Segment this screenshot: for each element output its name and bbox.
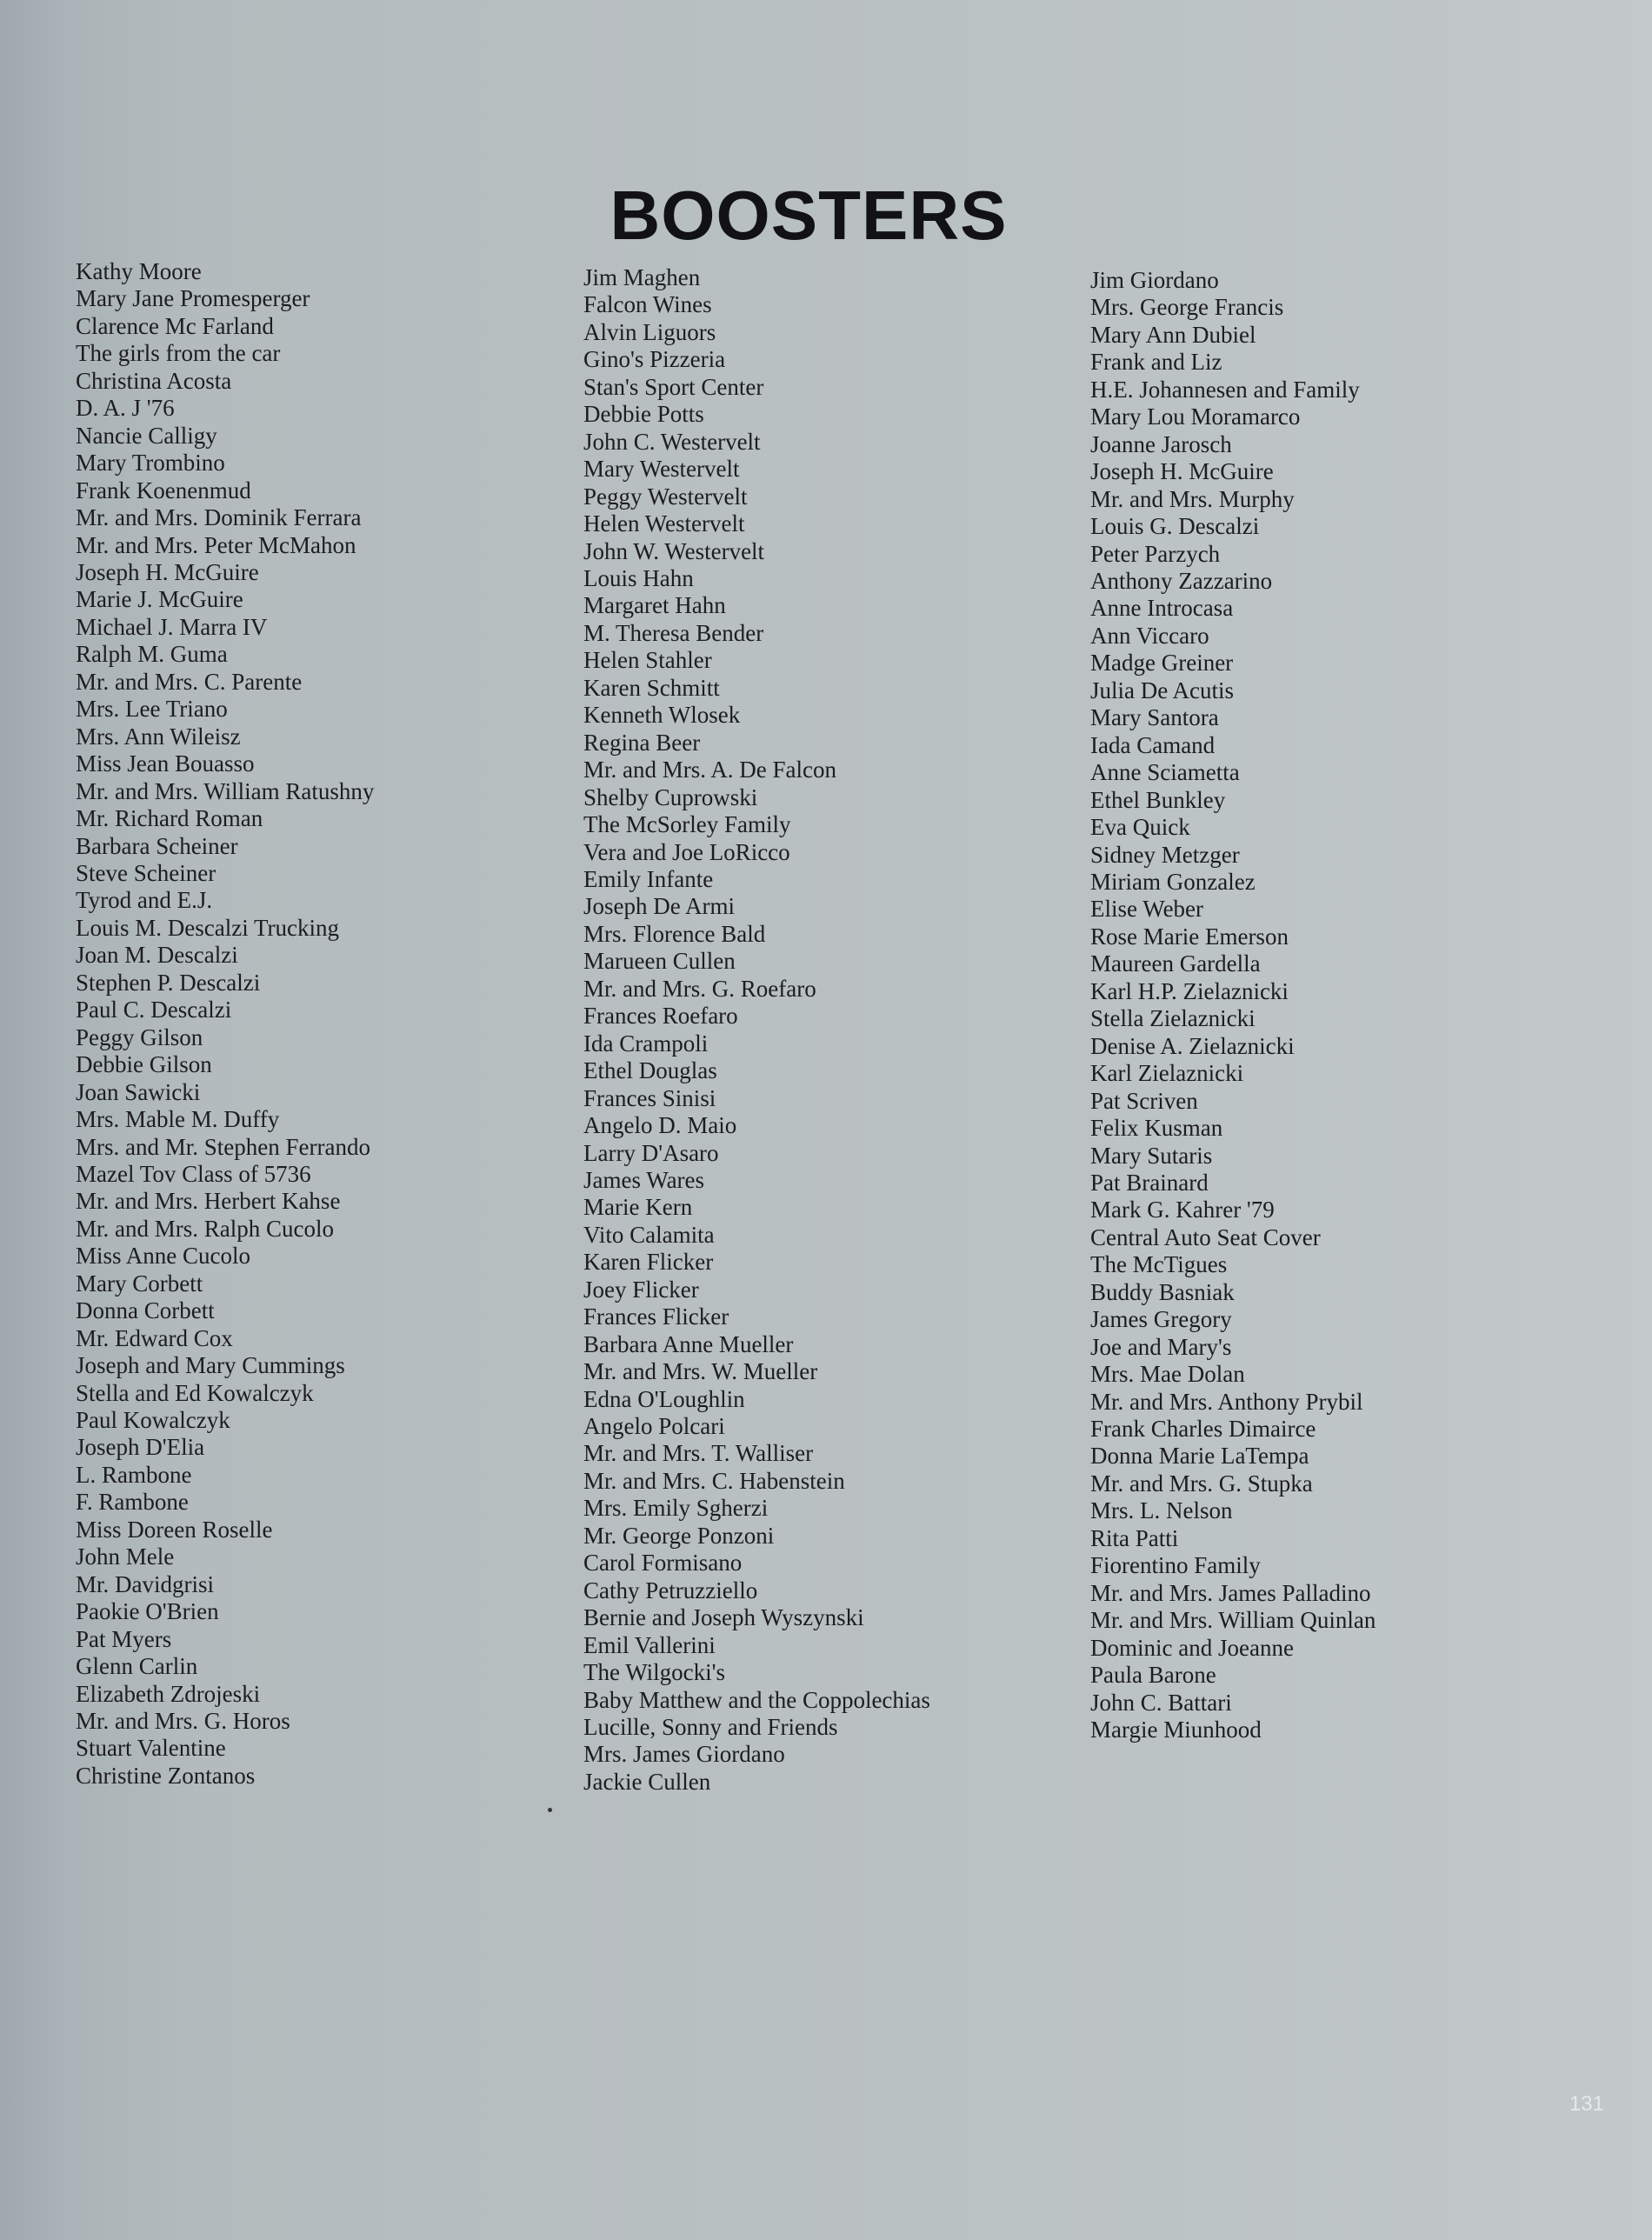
booster-name: Mrs. Emily Sgherzi [583,1495,769,1522]
booster-name: Christina Acosta [76,367,232,394]
booster-name: Julia De Acutis [1090,677,1234,703]
booster-name: Mary Trombino [76,450,225,477]
booster-name: Mr. and Mrs. Peter McMahon [76,531,356,558]
booster-name: Stan's Sport Center [583,373,764,400]
booster-name: James Wares [583,1166,705,1193]
booster-name: Emil Vallerini [583,1631,716,1658]
booster-name: Glenn Carlin [76,1653,198,1680]
booster-name: Fiorentino Family [1090,1552,1261,1579]
booster-name: Frank Koenenmud [76,477,251,503]
booster-name: Central Auto Seat Cover [1090,1223,1321,1250]
booster-name: Clarence Mc Farland [76,312,274,339]
booster-name: Jim Maghen [583,264,701,290]
booster-name: Mr. and Mrs. William Ratushny [76,777,375,804]
booster-name: Nancie Calligy [76,422,217,449]
booster-name: Mary Sutaris [1090,1142,1213,1169]
booster-name: Marueen Cullen [583,948,736,975]
booster-name: Peggy Gilson [76,1023,203,1050]
print-speck [548,1808,552,1812]
booster-name: Stephen P. Descalzi [76,969,261,996]
booster-name: Lucille, Sonny and Friends [583,1714,838,1741]
booster-name: Vito Calamita [583,1221,715,1248]
booster-name: Louis M. Descalzi Trucking [76,914,339,941]
booster-name: Iada Camand [1090,731,1216,758]
booster-name: D. A. J '76 [76,395,175,422]
booster-name: Mark G. Kahrer '79 [1090,1197,1275,1223]
booster-name: F. Rambone [76,1489,189,1516]
booster-name: The girls from the car [76,340,281,367]
booster-name: Karen Flicker [583,1249,714,1276]
booster-name: Falcon Wines [583,291,712,318]
booster-name: Helen Stahler [583,647,712,674]
booster-name: Anne Introcasa [1090,595,1234,622]
booster-name: Mr. and Mrs. Murphy [1090,485,1295,512]
booster-name: Donna Marie LaTempa [1090,1443,1309,1470]
booster-name: Madge Greiner [1090,650,1234,677]
booster-name: Shelby Cuprowski [583,783,758,810]
booster-name: Anne Sciametta [1090,759,1240,786]
booster-name: Angelo D. Maio [583,1112,737,1139]
booster-name: Edna O'Loughlin [583,1385,745,1412]
booster-name: Louis G. Descalzi [1090,513,1260,540]
booster-name: Frances Roefaro [583,1003,738,1030]
booster-name: Jackie Cullen [583,1768,711,1795]
booster-name: Mazel Tov Class of 5736 [76,1160,311,1187]
booster-name: Emily Infante [583,865,714,892]
booster-name: Rita Patti [1090,1524,1179,1551]
booster-name: Regina Beer [583,729,701,756]
booster-name: Mr. and Mrs. Dominik Ferrara [76,504,362,531]
booster-name: Elise Weber [1090,896,1204,923]
booster-name: Debbie Gilson [76,1051,212,1078]
booster-name: Gino's Pizzeria [583,346,726,373]
booster-name: Mr. and Mrs. G. Stupka [1090,1470,1313,1497]
booster-name: Mrs. George Francis [1090,294,1284,321]
booster-name: Joseph H. McGuire [1090,458,1274,485]
booster-name: Tyrod and E.J. [76,887,213,914]
booster-name: John C. Battari [1090,1689,1232,1716]
booster-name: Joseph H. McGuire [76,558,259,585]
booster-name: Pat Myers [76,1625,172,1652]
page-number: 131 [1569,2092,1604,2116]
booster-name: Karen Schmitt [583,674,720,701]
booster-name: Mr. and Mrs. Ralph Cucolo [76,1215,334,1242]
booster-name: Mrs. Ann Wileisz [76,723,241,750]
booster-name: L. Rambone [76,1461,192,1488]
booster-name: Helen Westervelt [583,510,745,537]
booster-name: Angelo Polcari [583,1413,725,1440]
booster-name: Mary Ann Dubiel [1090,321,1256,348]
booster-name: Miriam Gonzalez [1090,868,1256,895]
booster-name: Mr. George Ponzoni [583,1522,775,1549]
booster-name: Mr. Davidgrisi [76,1570,214,1597]
booster-column-1 [76,258,374,1790]
booster-name: Joseph and Mary Cummings [76,1352,345,1379]
booster-name: Miss Jean Bouasso [76,750,255,777]
booster-column-2 [583,264,930,1796]
booster-name: Peggy Westervelt [583,483,748,510]
booster-name: Mr. and Mrs. William Quinlan [1090,1607,1376,1634]
booster-name: Frank Charles Dimairce [1090,1416,1316,1443]
booster-name: Louis Hahn [583,564,694,591]
booster-name: Baby Matthew and the Coppolechias [583,1686,930,1713]
booster-name: Joseph De Armi [583,893,735,920]
booster-name: Stella Zielaznicki [1090,1005,1256,1032]
booster-name: Pat Scriven [1090,1087,1198,1114]
booster-name: Barbara Scheiner [76,832,238,859]
booster-name: Joan M. Descalzi [76,942,238,969]
booster-name: Mary Lou Moramarco [1090,403,1301,430]
booster-name: Marie J. McGuire [76,586,243,613]
booster-name: H.E. Johannesen and Family [1090,376,1360,403]
booster-name: The Wilgocki's [583,1659,726,1686]
booster-name: Miss Anne Cucolo [76,1243,251,1270]
booster-name: The McTigues [1090,1251,1228,1278]
booster-name: Miss Doreen Roselle [76,1516,273,1543]
booster-name: Denise A. Zielaznicki [1090,1032,1295,1059]
booster-name: Felix Kusman [1090,1115,1223,1142]
booster-name: Paul C. Descalzi [76,997,232,1023]
booster-name: Karl Zielaznicki [1090,1060,1244,1087]
booster-name: Mr. and Mrs. Anthony Prybil [1090,1388,1363,1415]
booster-name: Mrs. Florence Bald [583,920,766,947]
booster-name: Peter Parzych [1090,540,1221,567]
booster-name: Mr. and Mrs. James Palladino [1090,1579,1371,1606]
booster-name: James Gregory [1090,1306,1232,1333]
booster-name: Larry D'Asaro [583,1139,719,1166]
booster-name: Karl H.P. Zielaznicki [1090,977,1289,1004]
booster-name: The McSorley Family [583,811,791,838]
booster-name: Mr. and Mrs. W. Mueller [583,1358,818,1385]
booster-name: Steve Scheiner [76,859,216,886]
page-title: BOOSTERS [610,176,1008,254]
booster-name: Paula Barone [1090,1662,1216,1689]
booster-name: Mr. and Mrs. C. Habenstein [583,1467,845,1494]
booster-name: Joe and Mary's [1090,1333,1232,1360]
booster-name: Mrs. James Giordano [583,1741,785,1768]
booster-name: Mr. and Mrs. G. Horos [76,1708,290,1735]
booster-name: Maureen Gardella [1090,950,1261,977]
booster-name: Stella and Ed Kowalczyk [76,1379,314,1406]
booster-name: Mary Westervelt [583,456,740,483]
booster-name: Mary Jane Promesperger [76,285,310,312]
booster-name: Alvin Liguors [583,318,716,345]
booster-name: Kathy Moore [76,258,202,284]
booster-name: Barbara Anne Mueller [583,1330,794,1357]
booster-name: Bernie and Joseph Wyszynski [583,1604,864,1631]
booster-name: Eva Quick [1090,814,1190,841]
booster-name: Rose Marie Emerson [1090,923,1289,950]
booster-name: Margaret Hahn [583,592,726,619]
booster-name: Vera and Joe LoRicco [583,838,790,865]
booster-name: Buddy Basniak [1090,1278,1235,1305]
booster-name: Mr. and Mrs. G. Roefaro [583,975,816,1002]
booster-name: Donna Corbett [76,1297,215,1324]
booster-name: Ida Crampoli [583,1030,709,1057]
booster-name: Michael J. Marra IV [76,613,268,640]
booster-name: Carol Formisano [583,1550,743,1577]
booster-name: Margie Miunhood [1090,1717,1262,1743]
booster-name: Anthony Zazzarino [1090,567,1273,594]
booster-name: Paul Kowalczyk [76,1407,230,1434]
booster-name: M. Theresa Bender [583,619,764,646]
booster-name: Sidney Metzger [1090,841,1240,868]
booster-name: Frances Sinisi [583,1084,716,1111]
booster-name: Dominic and Joeanne [1090,1634,1294,1661]
booster-name: Paokie O'Brien [76,1598,219,1625]
booster-name: John W. Westervelt [583,537,765,564]
booster-name: Mary Corbett [76,1270,203,1297]
booster-name: Mrs. Lee Triano [76,696,228,723]
booster-name: Joanne Jarosch [1090,430,1232,457]
booster-name: Ethel Bunkley [1090,786,1226,813]
booster-name: Pat Brainard [1090,1169,1209,1196]
booster-name: Mary Santora [1090,704,1219,731]
booster-name: John C. Westervelt [583,428,761,455]
booster-name: Mrs. Mae Dolan [1090,1361,1245,1388]
booster-name: Jim Giordano [1090,267,1219,293]
booster-name: Mr. and Mrs. Herbert Kahse [76,1188,341,1215]
booster-name: Christine Zontanos [76,1762,256,1789]
booster-name: Joan Sawicki [76,1078,201,1105]
booster-name: Debbie Potts [583,401,704,428]
booster-name: Mr. Edward Cox [76,1324,233,1351]
booster-name: Ann Viccaro [1090,622,1209,649]
booster-name: Frank and Liz [1090,349,1222,376]
booster-name: Cathy Petruzziello [583,1577,758,1603]
booster-name: Mrs. Mable M. Duffy [76,1106,280,1133]
booster-name: Mr. and Mrs. T. Walliser [583,1440,814,1467]
booster-name: Joseph D'Elia [76,1434,205,1461]
booster-name: Marie Kern [583,1194,693,1221]
booster-name: Mrs. L. Nelson [1090,1497,1233,1524]
booster-name: Joey Flicker [583,1276,699,1303]
booster-name: Mr. Richard Roman [76,805,263,832]
booster-name: Mr. and Mrs. A. De Falcon [583,757,836,783]
booster-name: Mr. and Mrs. C. Parente [76,668,303,695]
booster-name: Frances Flicker [583,1303,729,1330]
booster-name: Ethel Douglas [583,1057,717,1084]
booster-name: Stuart Valentine [76,1735,226,1762]
booster-name: Elizabeth Zdrojeski [76,1680,261,1707]
booster-name: Mrs. and Mr. Stephen Ferrando [76,1133,370,1160]
booster-name: Kenneth Wlosek [583,702,741,729]
booster-name: Ralph M. Guma [76,641,228,668]
booster-column-3 [1090,267,1376,1743]
booster-name: John Mele [76,1543,175,1570]
